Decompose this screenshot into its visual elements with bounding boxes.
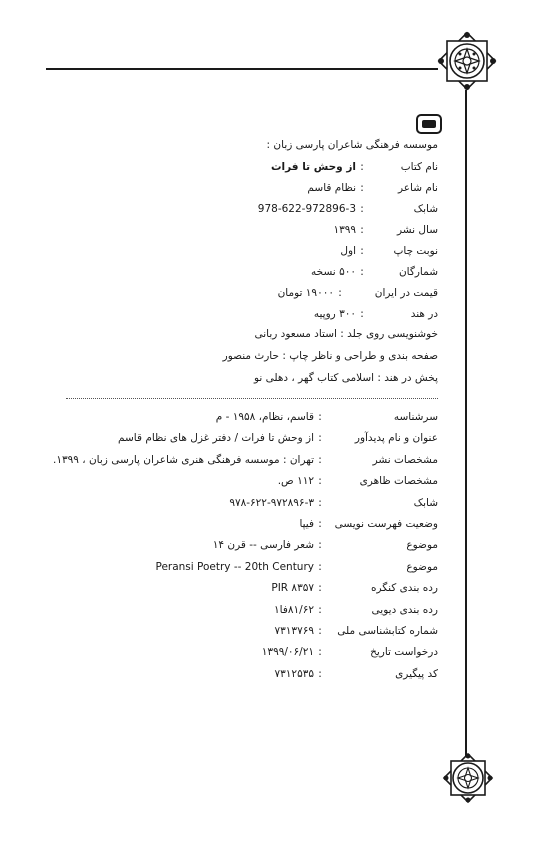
- publisher-detail-label: نام کتاب: [400, 161, 438, 173]
- catalog-field-separator: :: [318, 667, 322, 680]
- publisher-detail-separator: :: [360, 224, 364, 236]
- publisher-detail-row: [271, 158, 438, 176]
- catalog-field-value: ۱۱۲ ص.: [277, 475, 314, 488]
- distribution-credit: [254, 369, 438, 387]
- catalog-field-row: [118, 429, 438, 447]
- catalog-field-separator: :: [318, 625, 322, 637]
- publisher-detail-value: اول: [340, 245, 356, 257]
- publisher-detail-label: نام شاعر: [397, 182, 438, 194]
- catalog-field-label: سرشناسه: [393, 411, 438, 423]
- catalog-field-label: شابک: [413, 496, 438, 509]
- catalog-field-separator: :: [318, 475, 322, 488]
- catalog-field-value: ۱۳۹۹/۰۶/۲۱: [261, 646, 314, 659]
- catalog-field-value: قاسم، نظام، ۱۹۵۸ - م: [215, 411, 314, 423]
- publisher-detail-value: 978-622-972896-3: [257, 203, 356, 215]
- catalog-field-value: Peransi Poetry -- 20th Century: [155, 560, 314, 573]
- dotted-divider: [66, 398, 438, 399]
- catalog-field-row: [275, 622, 438, 640]
- catalog-field-row: [299, 515, 438, 533]
- catalog-field-separator: :: [318, 646, 322, 659]
- catalog-field-row: [275, 665, 438, 683]
- publisher-detail-separator: :: [360, 161, 364, 173]
- catalog-field-separator: :: [318, 539, 322, 552]
- catalog-field-separator: :: [318, 432, 322, 445]
- publisher-detail-separator: :: [360, 182, 364, 194]
- catalog-field-separator: :: [318, 518, 322, 530]
- catalog-field-row: [216, 408, 438, 426]
- publisher-detail-separator: :: [360, 308, 364, 320]
- publisher-detail-row: [278, 284, 438, 302]
- rosette-ornament-icon: [442, 752, 494, 804]
- publisher-text: موسسه فرهنگی شاعران پارسی زبان :: [266, 139, 438, 151]
- publisher-detail-label: شابک: [413, 203, 438, 215]
- catalog-field-separator: :: [318, 496, 322, 509]
- publisher-detail-value: نظام قاسم: [307, 182, 356, 194]
- catalog-field-label: موضوع: [406, 539, 438, 552]
- catalog-field-label: مشخصات نشر: [372, 453, 438, 466]
- credit-line: خوشنویسی روی جلد : استاد مسعود ربانی: [254, 328, 438, 340]
- publisher-detail-separator: :: [360, 266, 364, 278]
- catalog-field-value: ۹۷۸-۶۲۲-۹۷۲۸۹۶-۳: [229, 496, 314, 509]
- catalog-field-value: ۷۳۱۲۵۳۵: [274, 667, 314, 680]
- catalog-field-value: ۸۱/۶۲فا۱: [274, 603, 314, 616]
- publisher-detail-label: شمارگان: [398, 266, 438, 278]
- catalog-field-label: عنوان و نام پدیدآور: [354, 432, 438, 445]
- catalog-field-value: ۷۳۱۳۷۶۹: [274, 625, 314, 637]
- catalog-field-value: شعر فارسی -- قرن ۱۴: [212, 539, 314, 552]
- catalog-field-row: [155, 558, 438, 576]
- catalog-field-row: [274, 601, 438, 619]
- credit-line: صفحه بندی و طراحی و ناظر چاپ : حارث منصور: [222, 350, 438, 362]
- publisher-detail-label: سال نشر: [396, 224, 438, 236]
- catalog-field-separator: :: [318, 560, 322, 573]
- catalog-field-value: PIR ۸۳۵۷: [271, 582, 314, 595]
- publisher-detail-row: [333, 221, 438, 239]
- catalog-field-label: موضوع: [406, 560, 438, 573]
- layout-credit: [223, 347, 438, 365]
- publisher-logo-icon: [416, 114, 442, 134]
- catalog-field-separator: :: [318, 603, 322, 616]
- publisher-detail-row: [340, 242, 438, 260]
- credit-line: پخش در هند : اسلامی کتاب گهر ، دهلی نو: [253, 372, 438, 384]
- publisher-detail-separator: :: [338, 287, 342, 299]
- publisher-detail-separator: :: [360, 203, 364, 215]
- catalog-field-label: وضعیت فهرست نویسی: [334, 518, 438, 530]
- catalog-field-row: [271, 579, 438, 597]
- publisher-detail-separator: :: [360, 245, 364, 257]
- catalog-field-row: [262, 643, 438, 661]
- catalog-field-label: مشخصات ظاهری: [359, 475, 438, 488]
- catalog-field-row: [278, 472, 438, 490]
- catalog-field-label: رده بندی دیویی: [371, 603, 438, 616]
- catalog-field-label: کد پیگیری: [395, 667, 438, 680]
- publisher-detail-value: از وحش تا فرات: [271, 161, 356, 173]
- rosette-ornament-icon: [436, 30, 498, 92]
- catalog-field-label: درخواست تاریخ: [370, 646, 438, 659]
- catalog-field-label: رده بندی کنگره: [370, 582, 438, 595]
- right-border-line: [465, 90, 467, 760]
- publisher-detail-value: ۵۰۰ نسخه: [311, 266, 356, 278]
- catalog-field-row: [53, 451, 438, 469]
- catalog-field-separator: :: [318, 582, 322, 595]
- publisher-detail-value: ۱۹۰۰۰ تومان: [277, 287, 334, 299]
- publisher-detail-row: [258, 200, 438, 218]
- catalog-field-value: از وحش تا فرات / دفتر غزل های نظام قاسم: [117, 432, 314, 445]
- catalog-field-value: تهران : موسسه فرهنگی هنری شاعران پارسی زبان ، ۱۳۹۹.: [52, 453, 314, 466]
- publisher-detail-row: [314, 305, 438, 323]
- publisher-detail-label: قیمت در ایران: [374, 287, 438, 299]
- publisher-name: [267, 136, 438, 154]
- publisher-detail-value: ۱۳۹۹: [333, 224, 356, 236]
- publisher-logo-mark: [422, 120, 436, 128]
- publisher-detail-row: [311, 263, 438, 281]
- top-border-line: [46, 68, 438, 70]
- catalog-field-separator: :: [318, 411, 322, 423]
- publisher-detail-label: در هند: [410, 308, 438, 320]
- publisher-detail-label: نوبت چاپ: [393, 245, 438, 257]
- catalog-field-row: [213, 536, 438, 554]
- publisher-detail-row: [307, 179, 438, 197]
- catalog-field-separator: :: [318, 453, 322, 466]
- catalog-field-label: شماره کتابشناسی ملی: [337, 625, 438, 637]
- publisher-detail-value: ۳۰۰ روپیه: [313, 308, 356, 320]
- catalog-field-value: فیپا: [299, 518, 314, 530]
- calligraphy-credit: [254, 325, 438, 343]
- catalog-field-row: [229, 494, 438, 512]
